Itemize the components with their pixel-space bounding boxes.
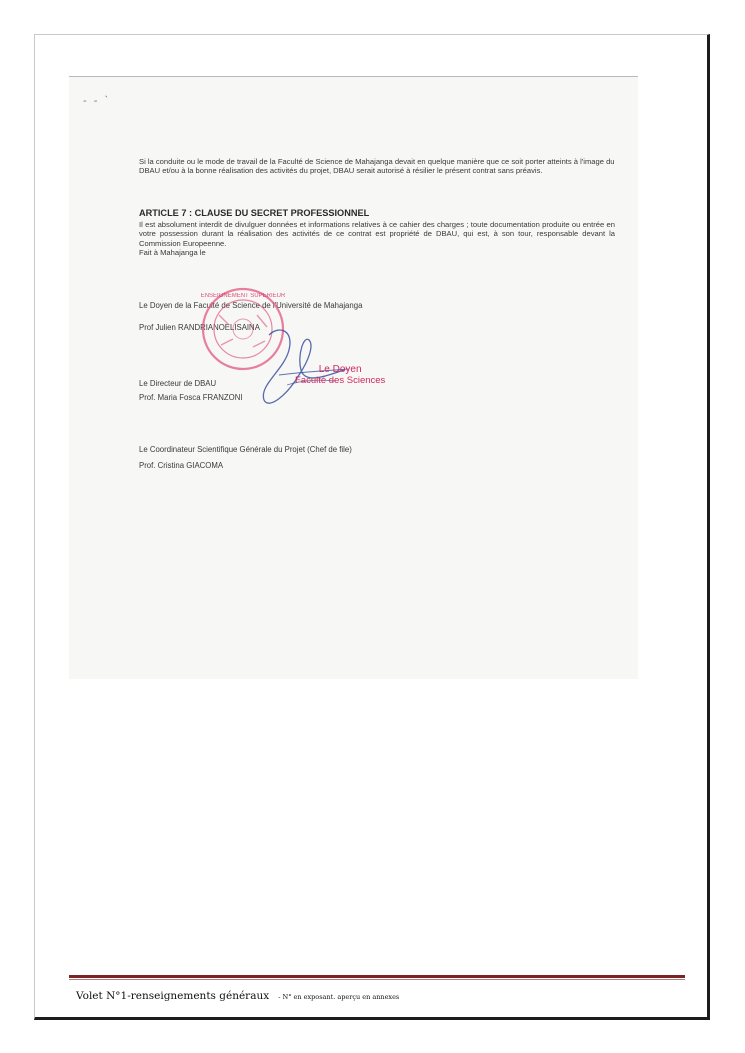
coordinateur-role: Le Coordinateur Scientifique Générale du Projet (Chef de file) <box>139 445 352 454</box>
stamp-subtitle: Faculté des Sciences <box>295 375 386 386</box>
footer-rule <box>69 975 685 978</box>
stamp-title: Le Doyen <box>318 364 362 375</box>
coordinateur-name: Prof. Cristina GIACOMA <box>139 461 224 470</box>
directeur-role: Le Directeur de DBAU <box>139 379 217 388</box>
place-date: Fait à Mahajanga le <box>139 248 206 258</box>
paragraph-conduct: Si la conduite ou le mode de travail de la Faculté de Science de Mahajanga devait en quelque manière que ce soit porter atteints à l'image du DBAU et/ou à la bonne réalisation des activités du projet, DBAU serait autorisé à résilier le présent contrat sans préavis. <box>139 157 615 176</box>
doyen-role: Le Doyen de la Faculté de Science de l'Université de Mahajanga <box>139 301 363 310</box>
doyen-name: Prof Julien RANDRIANOELISAINA <box>139 323 260 332</box>
seal-text: ENSEIGNEMENT SUPERIEUR <box>200 293 286 299</box>
article-7-title: ARTICLE 7 : CLAUSE DU SECRET PROFESSIONNEL <box>139 208 370 218</box>
scan-mark: - - ` <box>83 95 111 107</box>
footer-rule-thin <box>69 979 685 980</box>
paragraph-secret-text: Il est absolument interdit de divulguer données et informations relatives à ce cahier des charges ; toute documentation produite ou entrée en votre possession durant la réalisation des activités de ce contrat est propriété de DBAU, qui est, à son tour, responsable devant la Commission Europeenne. <box>139 220 615 248</box>
page-footer <box>76 984 399 1003</box>
paragraph-secret <box>139 220 615 258</box>
scanned-document <box>69 76 638 679</box>
footer-title: Volet N°1-renseignements généraux <box>76 990 270 1002</box>
directeur-name: Prof. Maria Fosca FRANZONI <box>139 393 243 402</box>
doyen-stamp-text <box>295 364 385 386</box>
footer-note: - N° en exposant. aperçu en annexes <box>278 993 400 1001</box>
